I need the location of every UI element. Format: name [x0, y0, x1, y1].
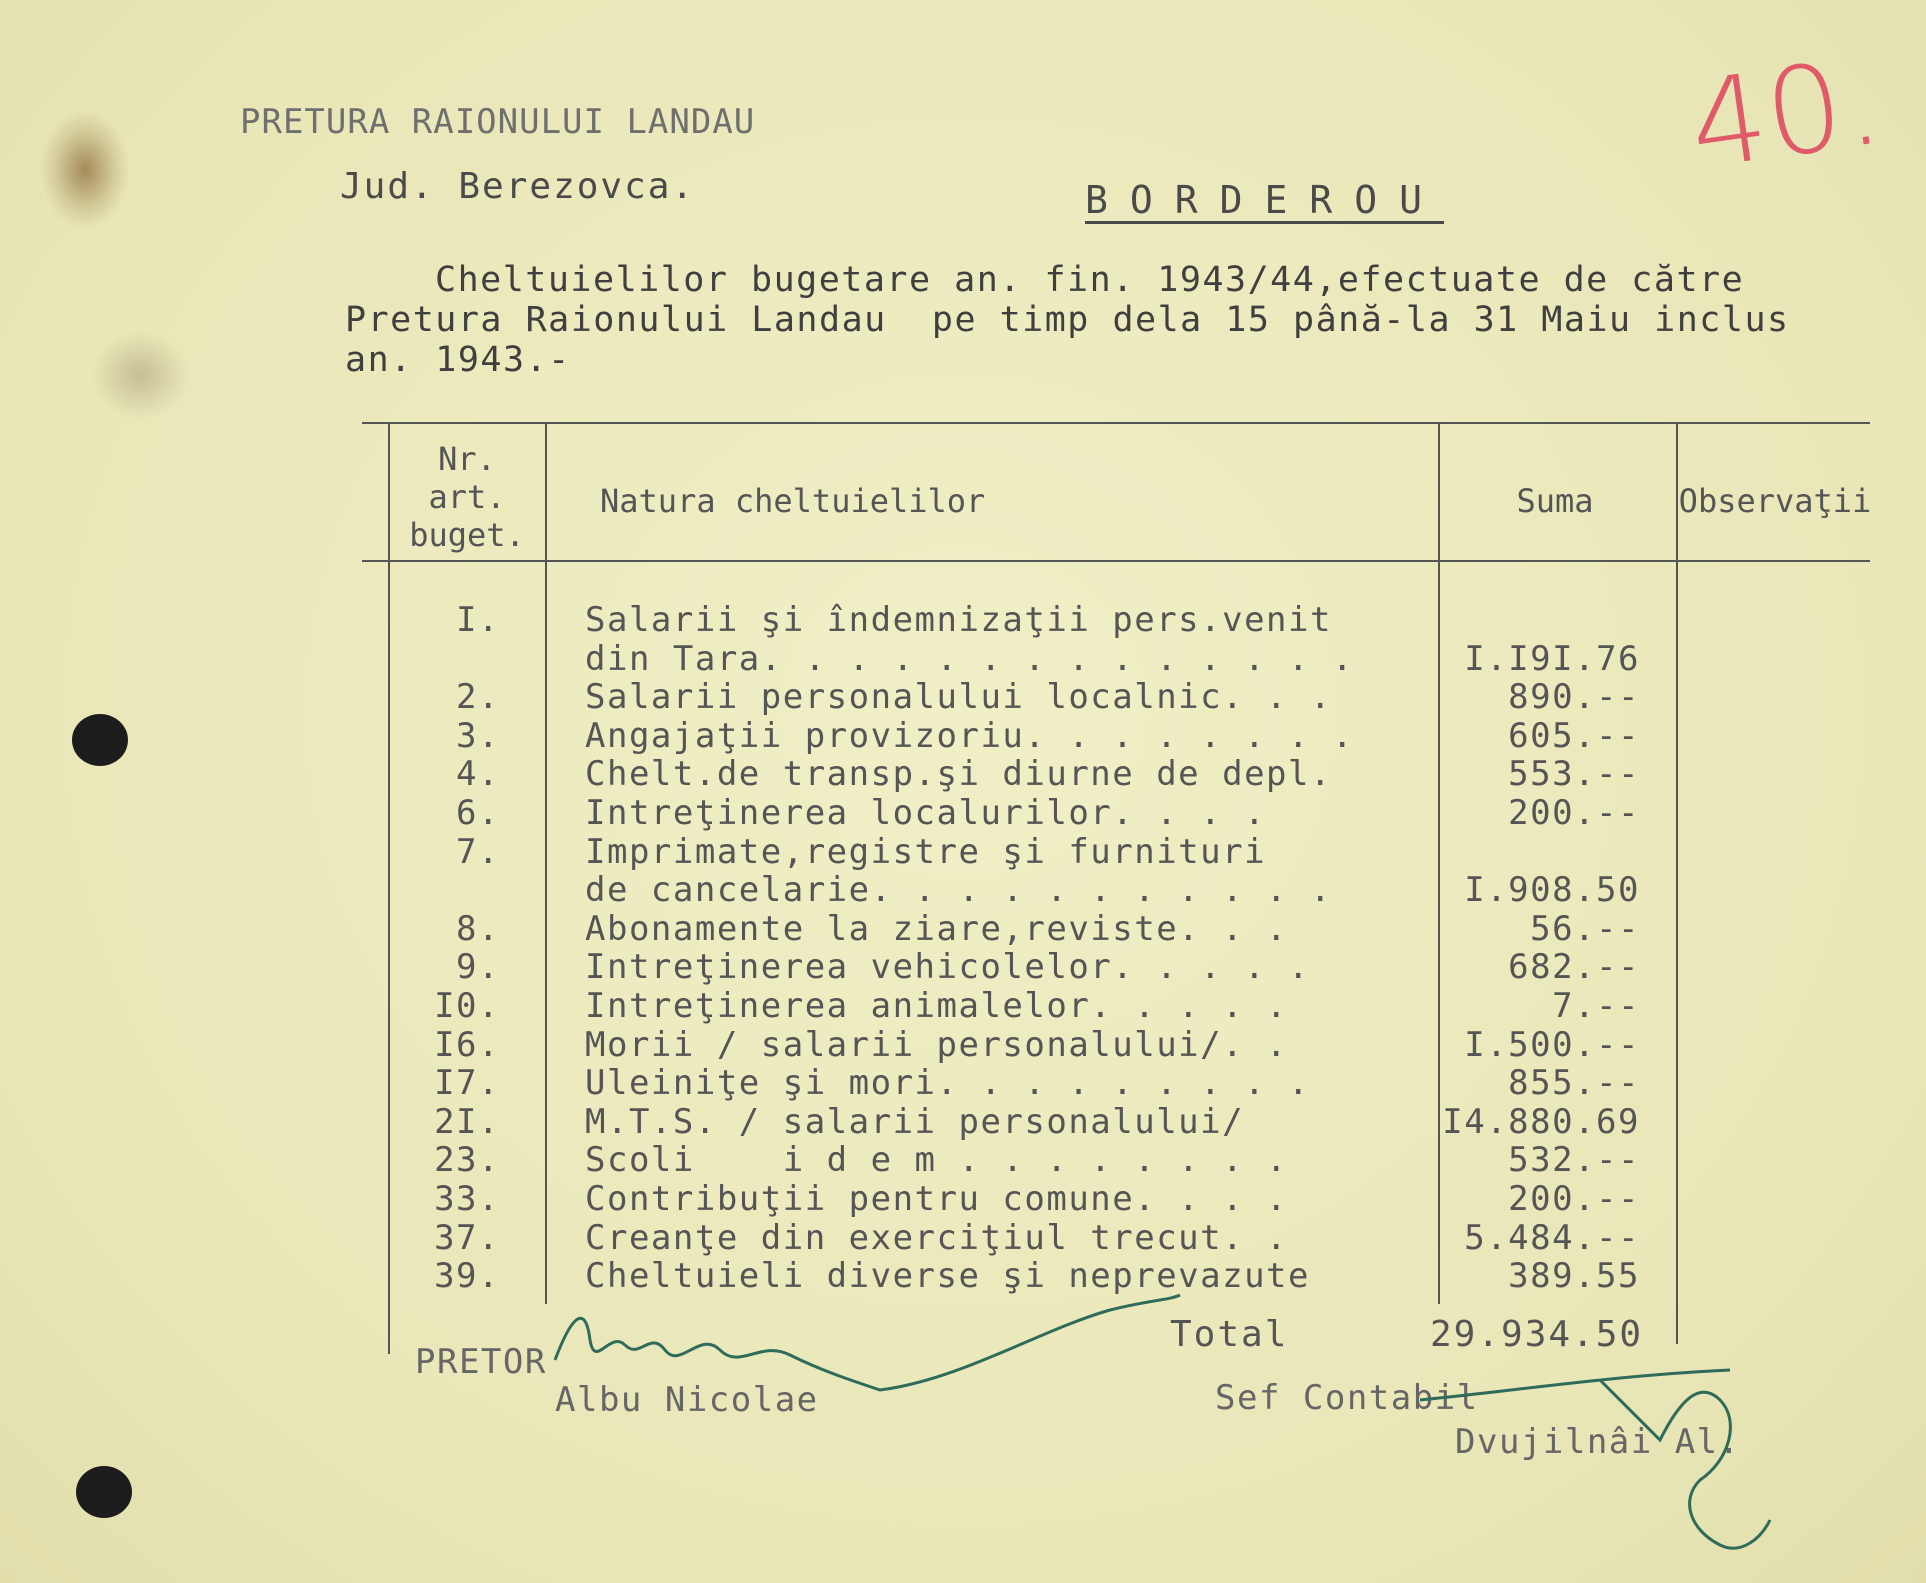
- article-number: I.: [456, 600, 500, 640]
- article-number: 37.: [434, 1217, 500, 1258]
- header-observations: Observaţii: [1678, 482, 1872, 520]
- expense-sum: 56.--: [1530, 908, 1640, 949]
- header-nr: Nr. art. buget.: [409, 440, 525, 554]
- total-value: 29.934.50: [1430, 1314, 1644, 1355]
- document-title: BORDEROU: [1085, 178, 1445, 222]
- expense-description: Uleiniţe şi mori. . . . . . . . .: [585, 1063, 1311, 1104]
- expense-description: de cancelarie. . . . . . . . . . .: [585, 870, 1332, 911]
- expense-description: Morii / salarii personalului/. .: [585, 1024, 1289, 1065]
- expense-description: Creanţe din exerciţiul trecut. .: [585, 1217, 1289, 1258]
- article-number: I0.: [434, 986, 500, 1026]
- expense-sum: 553.--: [1508, 754, 1640, 795]
- article-number: 8.: [456, 908, 500, 949]
- article-number: 3.: [456, 715, 500, 756]
- article-number: 2.: [456, 677, 500, 718]
- expense-sum: 200.--: [1508, 1179, 1640, 1219]
- expense-description: din Tara. . . . . . . . . . . . . .: [585, 638, 1354, 679]
- expense-sum: 532.--: [1508, 1140, 1640, 1181]
- expense-description: Abonamente la ziare,reviste. . .: [585, 908, 1289, 949]
- accountant-name: Dvujilnâi Al.: [1455, 1422, 1741, 1462]
- expense-sum: I.500.--: [1464, 1024, 1640, 1065]
- expense-sum: 200.--: [1508, 793, 1640, 833]
- expense-description: Intreţinerea localurilor. . . .: [585, 793, 1267, 833]
- expense-description: Contribuţii pentru comune. . . .: [585, 1179, 1289, 1219]
- pretor-name: Albu Nicolae: [555, 1380, 819, 1420]
- article-number: 23.: [434, 1140, 500, 1181]
- expense-description: Chelt.de transp.şi diurne de depl.: [585, 754, 1332, 795]
- expense-sum: 682.--: [1508, 947, 1640, 988]
- total-label: Total: [1170, 1314, 1289, 1355]
- header-sum: Suma: [1516, 482, 1594, 520]
- intro-line: Pretura Raionului Landau pe timp dela 15 până-la 31 Maiu inclus: [345, 300, 1790, 340]
- header-nature: Natura cheltuielilor: [600, 482, 986, 520]
- expense-description: Intreţinerea vehicolelor. . . . .: [585, 947, 1311, 988]
- expense-description: Cheltuieli diverse şi neprevazute: [585, 1256, 1311, 1297]
- expense-sum: I.908.50: [1464, 870, 1640, 911]
- pretor-signature-stroke: [555, 1295, 1180, 1390]
- expense-sum: 890.--: [1508, 677, 1640, 718]
- intro-line: an. 1943.-: [345, 340, 571, 380]
- article-number: 39.: [434, 1256, 500, 1297]
- expense-sum: 5.484.--: [1464, 1217, 1640, 1258]
- expense-description: Intreţinerea animalelor. . . . .: [585, 986, 1289, 1026]
- expense-sum: 855.--: [1508, 1063, 1640, 1104]
- expense-sum: I.I9I.76: [1464, 638, 1640, 679]
- expense-description: Scoli i d e m . . . . . . . .: [585, 1140, 1289, 1181]
- pretor-title: PRETOR: [415, 1342, 547, 1382]
- expense-description: M.T.S. / salarii personalului/: [585, 1101, 1245, 1142]
- expense-description: Angajaţii provizoriu. . . . . . . .: [585, 715, 1354, 756]
- article-number: I7.: [434, 1063, 500, 1104]
- article-number: I6.: [434, 1024, 500, 1065]
- article-number: 6.: [456, 793, 500, 833]
- expense-sum: I4.880.69: [1442, 1101, 1640, 1142]
- accountant-title: Sef Contabil: [1215, 1378, 1479, 1418]
- office-name: PRETURA RAIONULUI LANDAU: [240, 102, 756, 142]
- article-number: 4.: [456, 754, 500, 795]
- folio-number: 40.: [1681, 32, 1890, 197]
- article-number: 33.: [434, 1179, 500, 1219]
- expense-sum: 389.55: [1508, 1256, 1640, 1297]
- expense-description: Salarii şi îndemnizaţii pers.venit: [585, 600, 1332, 640]
- article-number: 2I.: [434, 1101, 500, 1142]
- accountant-signature-stroke: [1420, 1370, 1770, 1548]
- expense-sum: 605.--: [1508, 715, 1640, 756]
- expense-sum: 7.--: [1552, 986, 1640, 1026]
- expense-description: Salarii personalului localnic. . .: [585, 677, 1332, 718]
- expense-description: Imprimate,registre şi furnituri: [585, 831, 1267, 872]
- article-number: 7.: [456, 831, 500, 872]
- intro-line: Cheltuielilor bugetare an. fin. 1943/44,efectuate de către: [435, 260, 1745, 300]
- article-number: 9.: [456, 947, 500, 988]
- county-name: Jud. Berezovca.: [340, 166, 696, 207]
